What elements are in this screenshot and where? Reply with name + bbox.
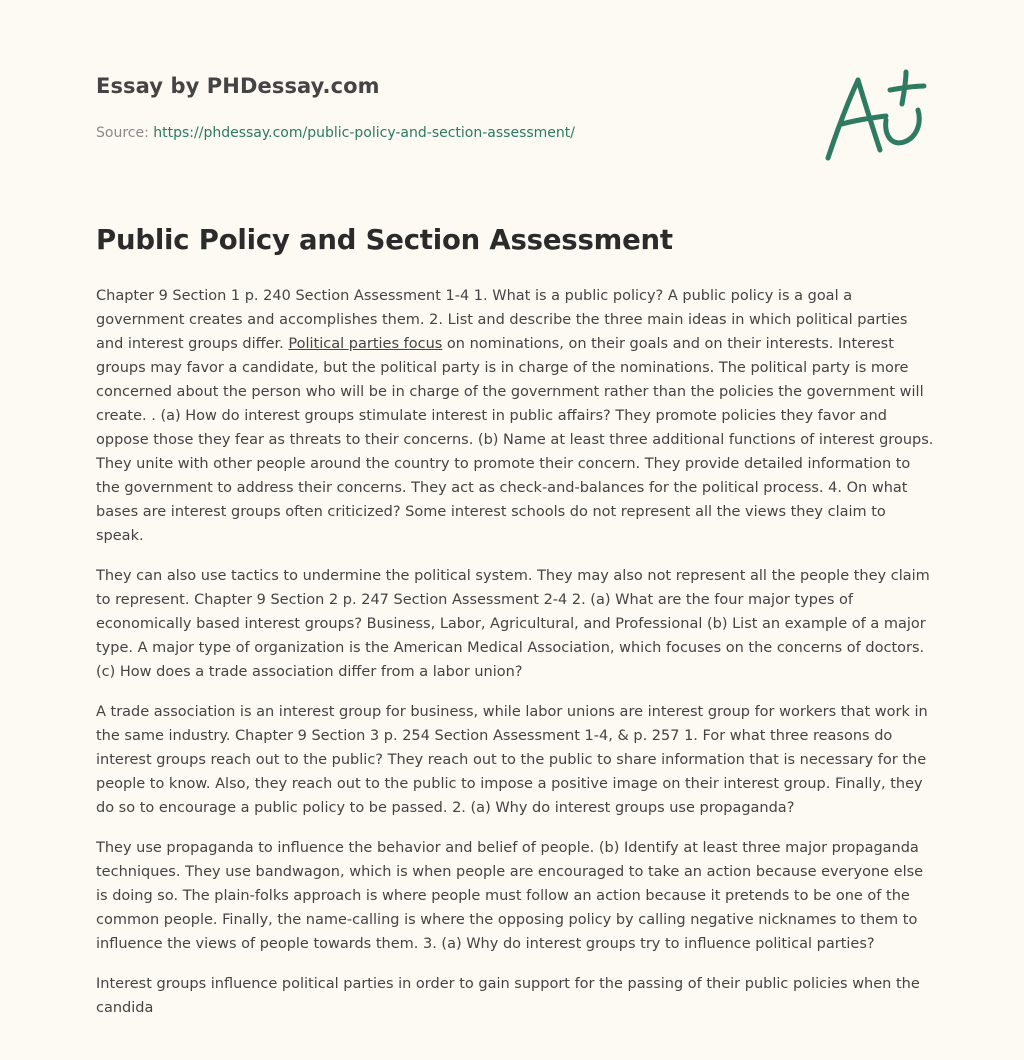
paragraph-1-rest: on nominations, on their goals and on their interests. Interest groups may favor a candidate, but the political party is in charge of the nominations. The political party is more concerned about the person who will be in charge of the government rather than the policies the government will create. . (a) How do interest groups stimulate interest in public affairs? They promote policies they favor and oppose those they fear as threats to their concerns. (b) Name at least three additional functions of interest groups. They unite with other people around the country to promote their concern. They provide detailed information to the government to address their concerns. They act as check-and-balances for the political process. 4. On what bases are interest groups often criticized? Some interest schools do not represent all the views they claim to speak. <box>96 336 934 544</box>
paragraph-1 <box>96 284 936 548</box>
brand-name: Essay by PHDessay.com <box>96 74 380 98</box>
paragraph-1-intro: Chapter 9 Section 1 p. 240 Section Assessment 1-4 1. What is a public policy? A public policy is a goal a government creates and accomplishes them. 2. List and describe the three main ideas in which political parties and interest groups differ. <box>96 288 908 352</box>
paragraph-2: They can also use tactics to undermine the political system. They may also not represent all the people they claim to represent. Chapter 9 Section 2 p. 247 Section Assessment 2-4 2. (a) What are the four major types of economically based interest groups? Business, Labor, Agricultural, and Professional (b) List an example of a major type. A major type of organization is the American Medical Association, which focuses on the concerns of doctors. (c) How does a trade association differ from a labor union? <box>96 568 930 680</box>
political-parties-focus-link[interactable]: Political parties focus <box>288 336 443 352</box>
paragraph-5: Interest groups influence political parties in order to gain support for the passing of their public policies when the candida <box>96 976 920 1016</box>
article-body <box>96 284 936 1036</box>
a-plus-logo-icon <box>820 66 930 166</box>
article-title: Public Policy and Section Assessment <box>96 224 673 256</box>
site-header <box>96 74 928 141</box>
source-label: Source: <box>96 125 149 141</box>
source-line <box>96 125 575 141</box>
source-link[interactable]: https://phdessay.com/public-policy-and-section-assessment/ <box>153 125 575 141</box>
paragraph-4: They use propaganda to influence the behavior and belief of people. (b) Identify at least three major propaganda techniques. They use bandwagon, which is when people are encouraged to take an action because everyone else is doing so. The plain-folks approach is where people must follow an action because it pretends to be one of the common people. Finally, the name-calling is where the opposing policy by calling negative nicknames to them to influence the views of people towards them. 3. (a) Why do interest groups try to influence political parties? <box>96 840 924 952</box>
paragraph-3: A trade association is an interest group for business, while labor unions are interest group for workers that work in the same industry. Chapter 9 Section 3 p. 254 Section Assessment 1-4, & p. 257 1. For what three reasons do interest groups reach out to the public? They reach out to the public to share information that is necessary for the people to know. Also, they reach out to the public to impose a positive image on their interest group. Finally, they do so to encourage a public policy to be passed. 2. (a) Why do interest groups use propaganda? <box>96 704 928 816</box>
